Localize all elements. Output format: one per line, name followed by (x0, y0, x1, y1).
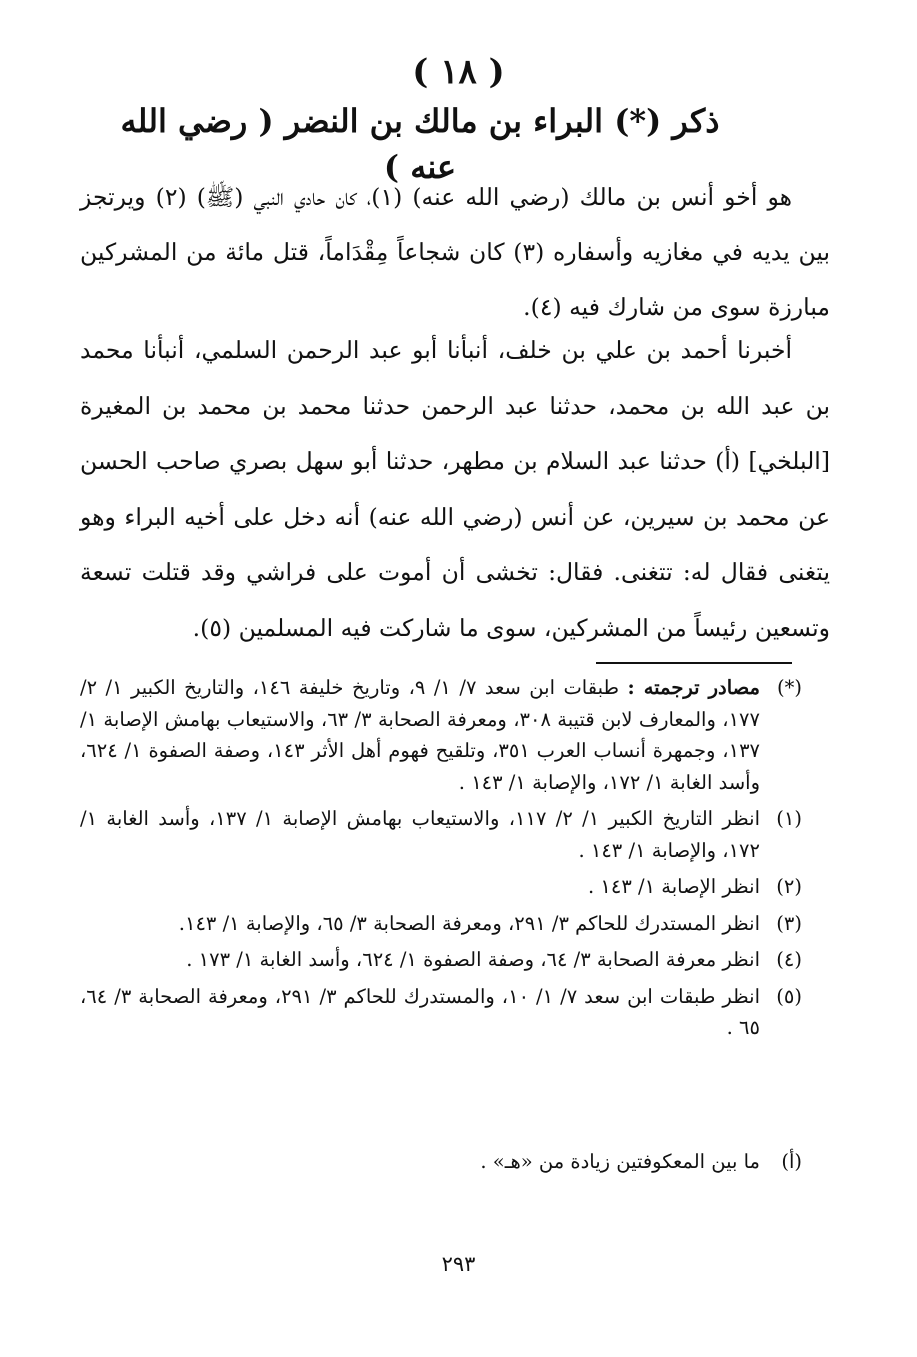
footnote-text: انظر المستدرك للحاكم ٣/ ٢٩١، ومعرفة الصحابة ٣/ ٦٥، والإصابة ١/ ١٤٣. (178, 911, 760, 935)
footnote-text: انظر التاريخ الكبير ١/ ٢/ ١١٧، والاستيعاب بهامش الإصابة ١/ ١٣٧، وأسد الغابة ١/ ١٧٢، والإصابة ١/ ١٤٣ . (80, 807, 760, 862)
footnote-marker: (٢) (776, 875, 802, 898)
footnote-marker: (أ) (781, 1150, 802, 1173)
footnote-5 (80, 981, 802, 1044)
chapter-title: ذكر (*) البراء بن مالك بن النضر ( رضي الله عنه ) (120, 102, 720, 186)
page-number: ٢٩٣ (441, 1252, 476, 1276)
footnote-text: انظر طبقات ابن سعد ٧/ ١/ ١٠، والمستدرك للحاكم ٣/ ٢٩١، ومعرفة الصحابة ٣/ ٦٤، ٦٥ . (80, 984, 760, 1039)
footnote-1 (80, 803, 802, 866)
footnote-marker: (١) (776, 807, 802, 830)
footnote-marker: (*) (777, 676, 802, 699)
footnote-text: ما بين المعكوفتين زيادة من «هـ» . (480, 1150, 760, 1173)
chapter-number: ( ١٨ ) (412, 52, 505, 92)
footnote-4 (80, 944, 802, 976)
footnote-2 (80, 871, 802, 903)
footnote-marker: (٤) (776, 948, 802, 971)
footnote-3 (80, 908, 802, 940)
footnotes (80, 672, 802, 1049)
footnote-heading: مصادر ترجمته : (627, 676, 760, 699)
footnote-body (80, 672, 760, 798)
footnote-marker: (٥) (776, 984, 802, 1008)
paragraph-narration (80, 323, 830, 656)
footnote-sources (80, 672, 802, 798)
footnote-marker: (٣) (776, 911, 802, 935)
paragraph-text: هو أخو أنس بن مالك (رضي الله عنه) (١)، كان حادي النبي (ﷺ) (٢) ويرتجز بين يديه في مغازيه وأسفاره (٣) كان شجاعاً مِقْدَاماً، قتل مائة من المشركين مبارزة سوى من شارك فيه (٤). (80, 183, 830, 321)
paragraph-text: أخبرنا أحمد بن علي بن خلف، أنبأنا أبو عبد الرحمن السلمي، أنبأنا محمد بن عبد الله بن محمد، حدثنا عبد الرحمن حدثنا محمد بن محمد بن المغيرة [البلخي] (أ) حدثنا عبد السلام بن مطهر، حدثنا أبو سهل بصري صاحب الحسن عن محمد بن سيرين، عن أنس (رضي الله عنه) أنه دخل على أخيه البراء وهو يتغنى فقال له: تتغنى. فقال: تخشى أن أموت على فراشي وقد قتلت تسعة وتسعين رئيساً من المشركين، سوى ما شاركت فيه المسلمين (٥). (80, 336, 830, 642)
footnote-separator (596, 662, 792, 664)
editor-notes (80, 1146, 802, 1183)
paragraph-biography (80, 170, 830, 335)
footnote-text: انظر الإصابة ١/ ١٤٣ . (587, 875, 760, 898)
footnote-text: انظر معرفة الصحابة ٣/ ٦٤، وصفة الصفوة ١/ ٦٢٤، وأسد الغابة ١/ ١٧٣ . (186, 948, 760, 971)
footnote-text: طبقات ابن سعد ٧/ ١/ ٩، وتاريخ خليفة ١٤٦، والتاريخ الكبير ١/ ٢/ ١٧٧، والمعارف لابن قتيبة ٣٠٨، ومعرفة الصحابة ٣/ ٦٣، والاستيعاب بهامش الإصابة ١/ ١٣٧، وجمهرة أنساب العرب ٣٥١، وتلقيح فهوم أهل الأثر ١٤٣، وصفة الصفوة ١/ ٦٢٤، وأسد الغابة ١/ ١٧٢، والإصابة ١/ ١٤٣ . (80, 676, 761, 794)
editor-note-a (80, 1146, 802, 1178)
